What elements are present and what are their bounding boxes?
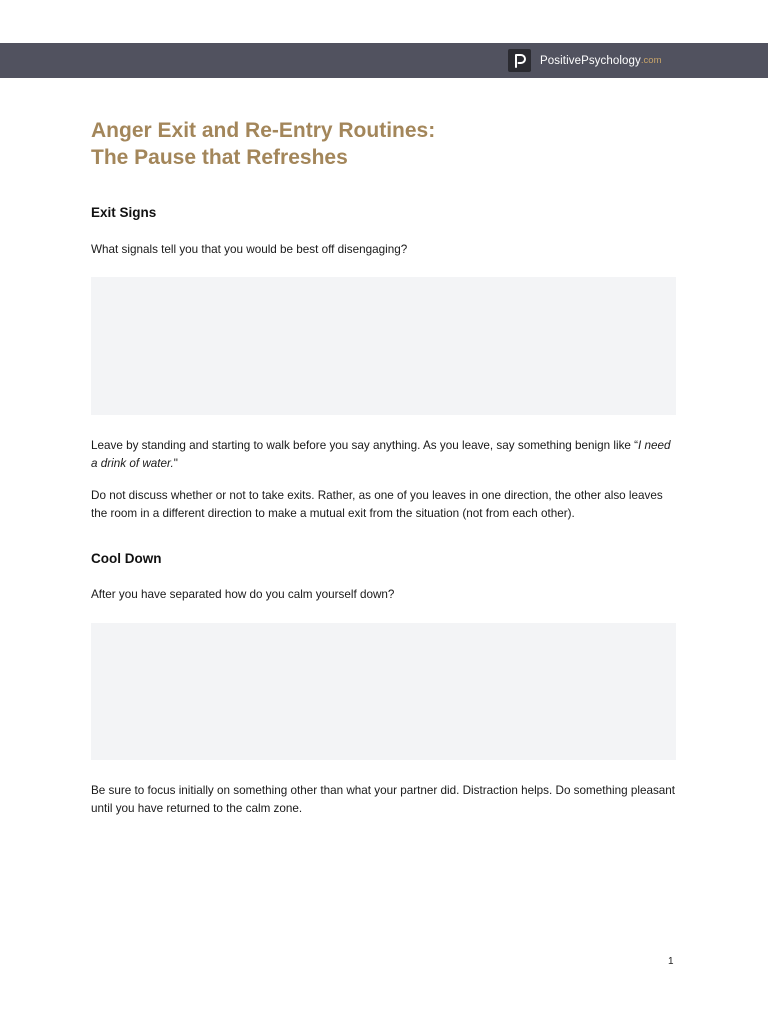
- title-line-1: Anger Exit and Re-Entry Routines:: [91, 119, 436, 142]
- paragraph-mutual-exit: Do not discuss whether or not to take exits. Rather, as one of you leaves in one direction, the other also leaves the room in a different direction to make a mutual exit from the situation (not from each other).: [91, 489, 663, 520]
- question-cool-down: After you have separated how do you calm yourself down?: [91, 588, 395, 601]
- paragraph-leave-close-quote: ": [173, 457, 178, 470]
- paragraph-distraction: Be sure to focus initially on something other than what your partner did. Distraction helps. Do something pleasant until you have returned to the calm zone.: [91, 784, 676, 815]
- brand-suffix: .com: [640, 55, 662, 66]
- brand-name: PositivePsychology: [540, 54, 641, 67]
- header-bar: [0, 43, 768, 78]
- answer-box-cool-down[interactable]: [91, 623, 676, 760]
- page-number: 1: [668, 956, 674, 967]
- worksheet-title: [91, 117, 676, 171]
- title-line-2: The Pause that Refreshes: [91, 146, 348, 169]
- section-heading-exit-signs: Exit Signs: [91, 205, 157, 220]
- question-exit-signs: What signals tell you that you would be best off disengaging?: [91, 243, 408, 256]
- section-heading-cool-down: Cool Down: [91, 551, 162, 566]
- paragraph-leave-text: Leave by standing and starting to walk before you say anything. As you leave, say something benign like “: [91, 439, 639, 452]
- answer-box-exit-signs[interactable]: [91, 277, 676, 415]
- paragraph-leave-quote: I need a drink of water.: [91, 439, 671, 470]
- paragraph-leave-instructions: [91, 437, 677, 473]
- brand-logo[interactable]: [508, 49, 661, 72]
- positive-psychology-logo-icon: [508, 49, 531, 72]
